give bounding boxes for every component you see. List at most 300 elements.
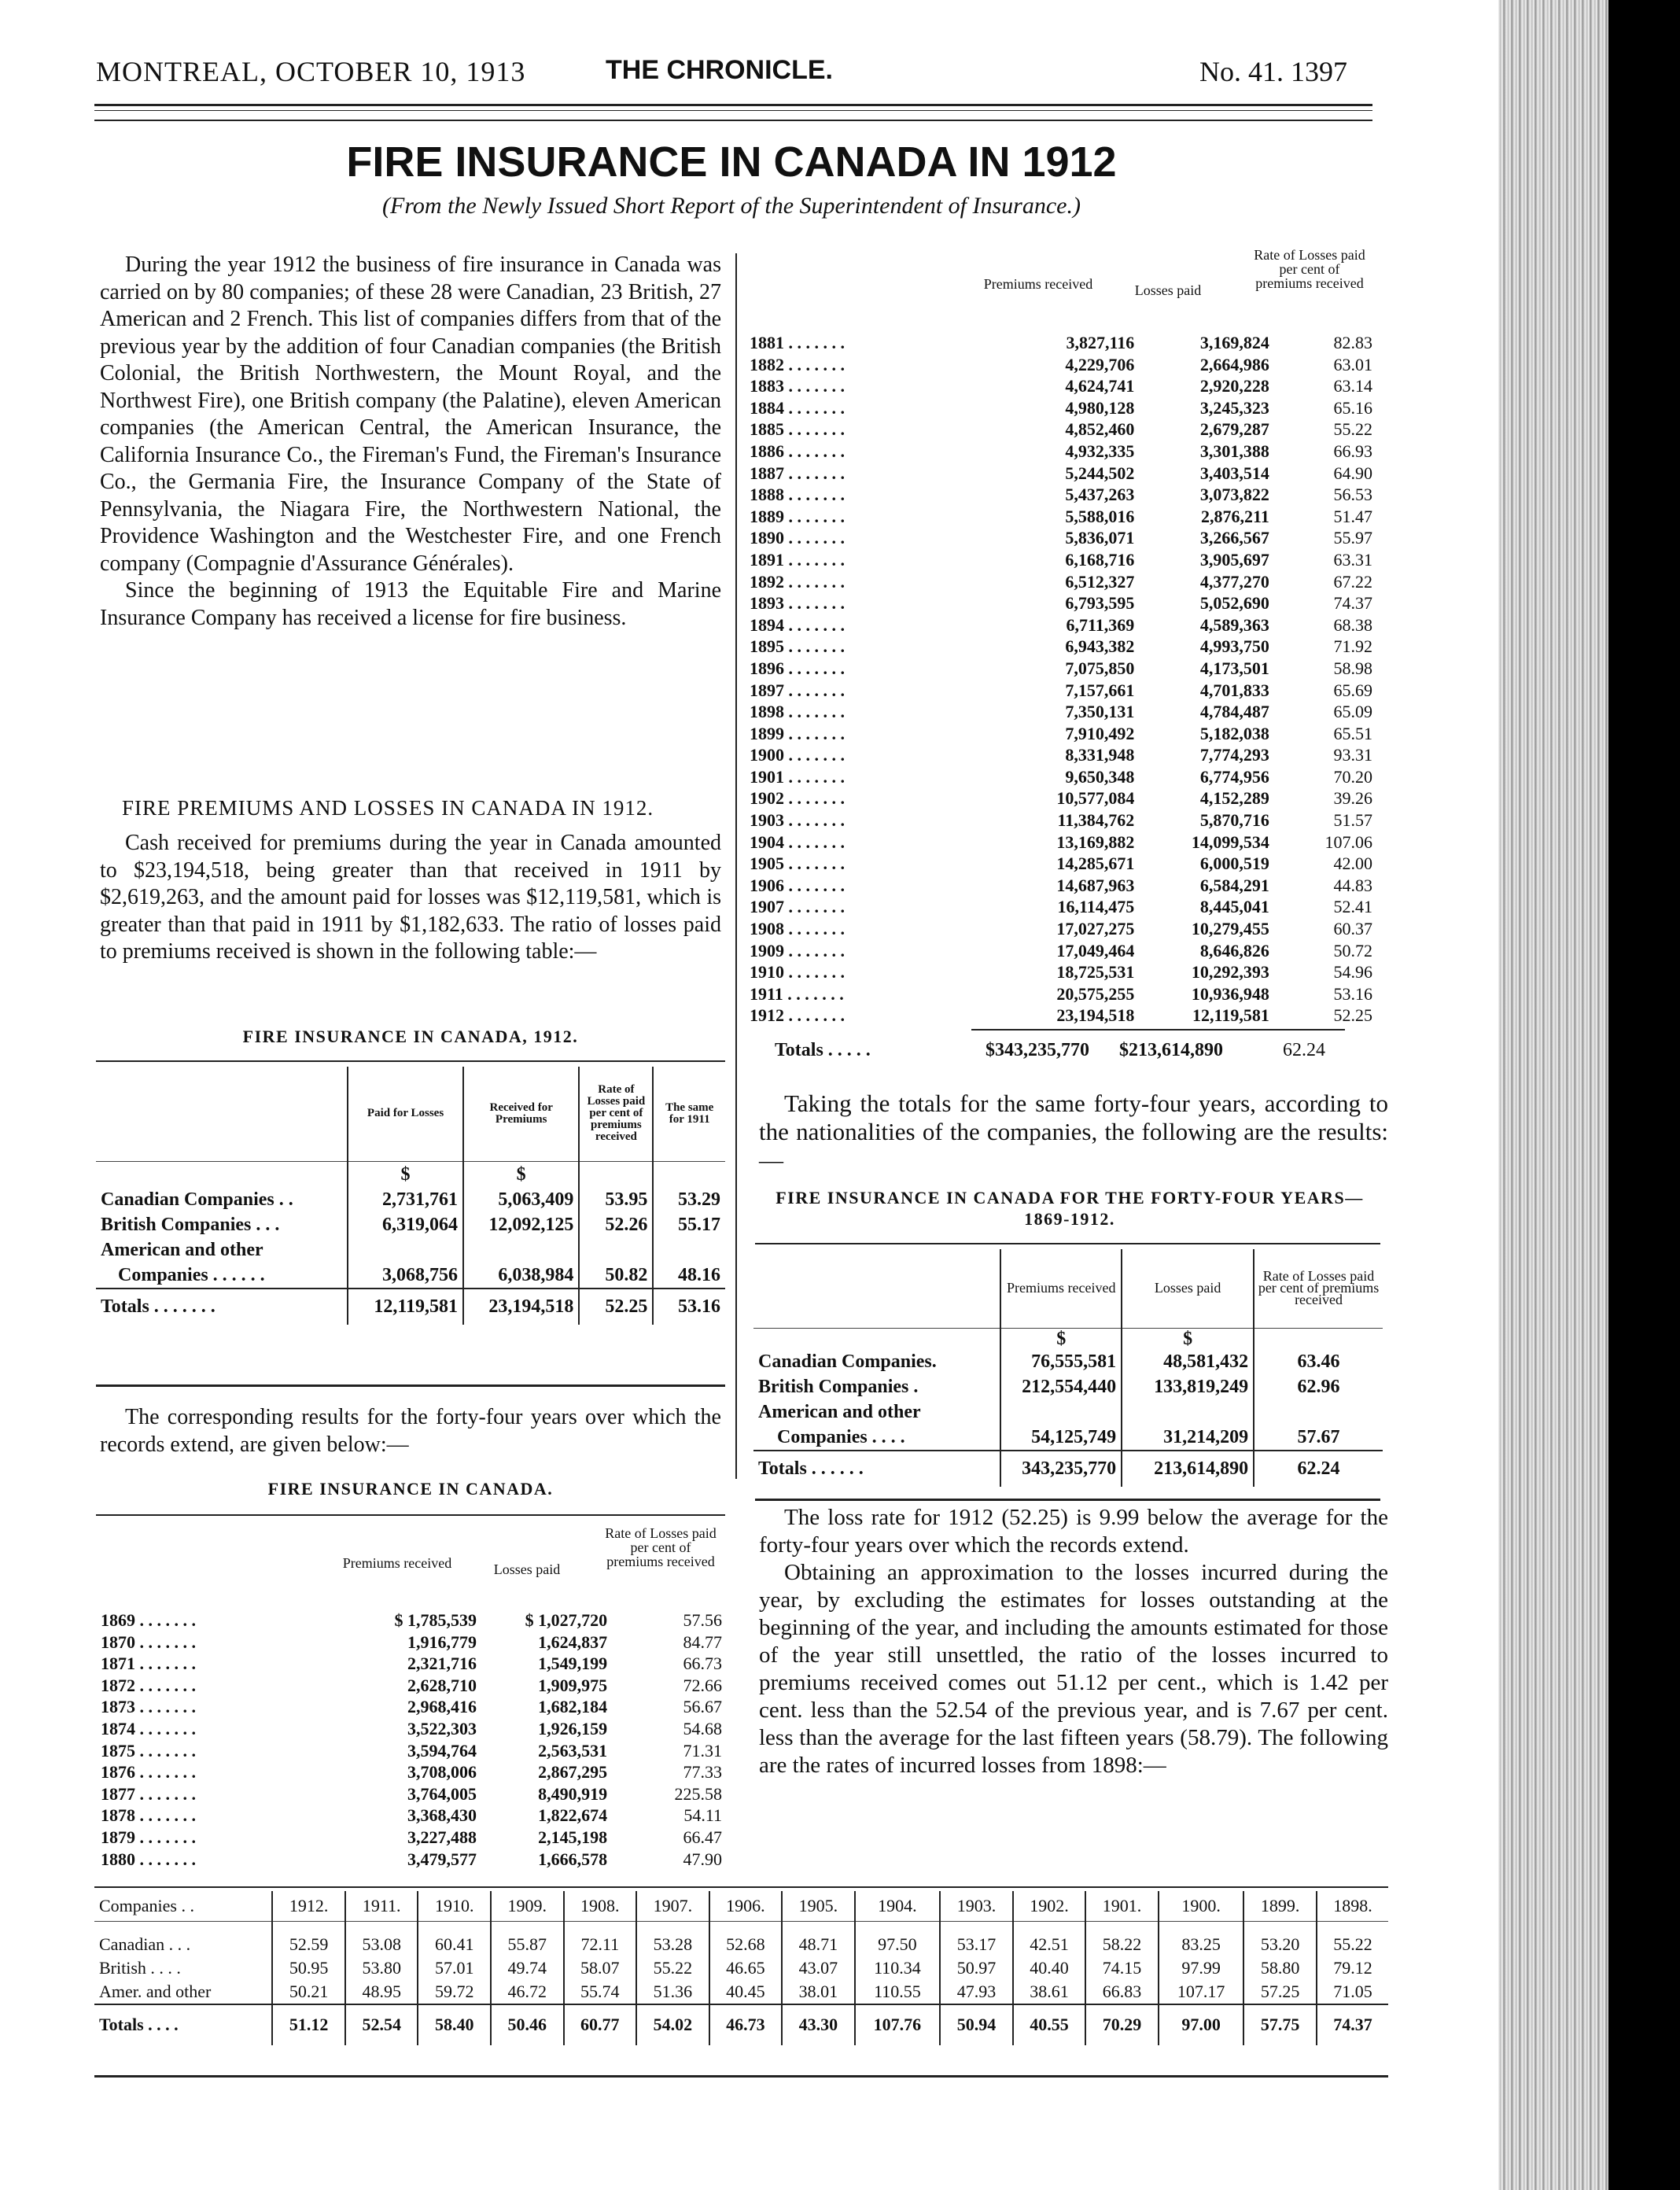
year-cell: 1894 . . . . . . . xyxy=(750,614,845,635)
table-row xyxy=(750,614,1372,636)
losses-cell: 8,490,919 xyxy=(538,1783,608,1804)
t1-cell: 48.16 xyxy=(653,1263,725,1289)
ct-total-cell: 46.73 xyxy=(709,2004,783,2045)
nationalities-paragraph xyxy=(759,1089,1388,1174)
premiums-cell: 3,594,764 xyxy=(407,1740,477,1760)
table-row xyxy=(101,1783,722,1805)
ct-year-header: 1899. xyxy=(1243,1891,1317,1922)
ct-cell: 66.83 xyxy=(1085,1980,1159,2004)
year-cell: 1879 . . . . . . . xyxy=(101,1827,196,1847)
losses-cell: 12,119,581 xyxy=(1192,1005,1269,1026)
ct-cell: 46.72 xyxy=(491,1980,564,2004)
t4-unit: $ xyxy=(1122,1328,1254,1349)
year-cell: 1890 . . . . . . . xyxy=(750,528,845,548)
premiums-cell: 2,628,710 xyxy=(407,1675,477,1695)
year-cell: 1875 . . . . . . . xyxy=(101,1740,196,1760)
table-row xyxy=(753,1399,1383,1425)
t1-row-label: American and other xyxy=(101,1239,263,1260)
premiums-cell: 7,075,850 xyxy=(1065,658,1135,678)
losses-cell: 3,169,824 xyxy=(1199,333,1269,352)
ct-total-cell: 60.77 xyxy=(564,2004,637,2045)
ct-cell: 53.80 xyxy=(345,1956,418,1980)
premiums-cell: 4,624,741 xyxy=(1065,376,1135,396)
premiums-cell: 17,027,275 xyxy=(1056,919,1135,939)
t4-row-label: American and other xyxy=(758,1401,921,1422)
table-row xyxy=(750,787,1372,809)
rate-cell: 77.33 xyxy=(683,1762,722,1783)
ct-total-cell: 51.12 xyxy=(272,2004,345,2045)
losses-cell: 1,682,184 xyxy=(538,1697,608,1717)
rate-cell: 67.22 xyxy=(1333,571,1372,592)
losses-cell: 10,279,455 xyxy=(1191,919,1269,939)
table-row xyxy=(750,940,1372,962)
year-cell: 1880 . . . . . . . xyxy=(101,1849,196,1869)
year-cell: 1883 . . . . . . . xyxy=(750,376,845,396)
year-cell: 1908 . . . . . . . xyxy=(750,919,845,939)
ct-cell: 53.28 xyxy=(636,1933,709,1956)
t4-total-label: Totals . . . . . . xyxy=(758,1458,864,1479)
t4-head-rate: Rate of Losses paid per cent of premiums received xyxy=(1254,1249,1383,1328)
year-cell: 1869 . . . . . . . xyxy=(101,1610,196,1630)
t1-head-1911: The same for 1911 xyxy=(653,1067,725,1161)
losses-cell: 4,784,487 xyxy=(1199,702,1269,722)
ct-cell: 59.72 xyxy=(418,1980,491,2004)
rate-cell: 65.69 xyxy=(1333,680,1372,700)
ct-total-cell: 50.94 xyxy=(940,2004,1013,2045)
table4-rule-bottom xyxy=(755,1499,1380,1501)
losses-cell: 4,173,501 xyxy=(1199,658,1269,678)
losses-cell: 6,584,291 xyxy=(1199,875,1269,895)
losses-cell: 1,666,578 xyxy=(538,1849,608,1869)
t3-total-rate: 62.24 xyxy=(1283,1040,1325,1060)
year-cell: 1910 . . . . . . . xyxy=(750,962,845,983)
table-row xyxy=(101,1696,722,1718)
premiums-cell: 7,350,131 xyxy=(1065,702,1135,722)
table-incurred-losses-1898-1912 xyxy=(94,1891,1388,2045)
rate-cell: 70.20 xyxy=(1333,766,1372,787)
premiums-cell: 5,244,502 xyxy=(1065,463,1135,483)
t4-cell: 133,819,249 xyxy=(1122,1374,1254,1399)
losses-cell: 3,301,388 xyxy=(1199,441,1269,461)
ct-total-cell: 54.02 xyxy=(636,2004,709,2045)
losses-cell: 1,822,674 xyxy=(538,1805,608,1826)
table-row xyxy=(96,1263,725,1289)
premiums-cell: 3,522,303 xyxy=(407,1718,477,1738)
bottom-table-rule-bottom xyxy=(94,2075,1388,2078)
bottom-table-rule-top xyxy=(94,1886,1388,1888)
losses-cell: 6,774,956 xyxy=(1199,766,1269,787)
losses-cell: 14,099,534 xyxy=(1191,831,1269,852)
rate-cell: 52.41 xyxy=(1333,897,1372,917)
year-cell: 1903 . . . . . . . xyxy=(750,810,845,831)
header-left: MONTREAL, OCTOBER 10, 1913 xyxy=(96,56,526,87)
t1-cell: 3,068,756 xyxy=(348,1263,463,1289)
ct-year-header: 1912. xyxy=(272,1891,345,1922)
table-row xyxy=(750,571,1372,593)
rate-cell: 55.22 xyxy=(1333,419,1372,440)
year-cell: 1909 . . . . . . . xyxy=(750,940,845,960)
left-intro xyxy=(100,252,721,632)
t3-head-premiums: Premiums received xyxy=(983,276,1093,292)
year-cell: 1896 . . . . . . . xyxy=(750,658,845,678)
t2-head-losses: Losses paid xyxy=(493,1561,561,1577)
ct-year-header: 1908. xyxy=(564,1891,637,1922)
license-paragraph: Since the beginning of 1913 the Equitable Fire and Marine Insurance Company has received a license for fire business. xyxy=(100,578,721,630)
premiums-cell: 13,169,882 xyxy=(1056,831,1135,852)
table4-caption-2: 1869-1912. xyxy=(1024,1209,1115,1229)
rate-cell: 66.93 xyxy=(1333,441,1372,461)
ct-year-header: 1907. xyxy=(636,1891,709,1922)
ct-cell: 48.95 xyxy=(345,1980,418,2004)
t4-cell: 31,214,209 xyxy=(1122,1425,1254,1451)
premiums-cell: 5,437,263 xyxy=(1065,485,1135,505)
table-row xyxy=(750,375,1372,397)
ct-total-cell: 97.00 xyxy=(1159,2004,1244,2045)
premiums-cell: 3,708,006 xyxy=(407,1762,477,1783)
year-cell: 1907 . . . . . . . xyxy=(750,897,845,917)
table-row xyxy=(750,484,1372,506)
t4-corner xyxy=(753,1249,1000,1328)
incurred-losses-text: Obtaining an approximation to the losses incurred during the year, by excluding the estimates for losses outstanding at the beginning of the year, and including the amounts estimated for those of the year still unsettled, the ratio of the losses incurred to premiums received comes out 51.12 per cent., which is 1.42 per cent. less than the 52.54 of the previous year, and is 7.67 per cent. less than the average for the last fifteen years (58.79). The following are the rates of incurred losses from 1898:— xyxy=(759,1560,1388,1778)
ct-total-label: Totals . . . . xyxy=(99,2015,179,2034)
table-row xyxy=(101,1675,722,1697)
premiums-cell: 2,321,716 xyxy=(407,1654,477,1674)
premiums-cell: 5,588,016 xyxy=(1065,506,1135,526)
t3-head-losses: Losses paid xyxy=(1134,282,1202,298)
losses-cell: 3,245,323 xyxy=(1199,397,1269,418)
table-row xyxy=(101,1827,722,1849)
t1-cell: 55.17 xyxy=(653,1212,725,1237)
header-right: No. 41. 1397 xyxy=(1199,56,1347,87)
premiums-cell: 4,229,706 xyxy=(1065,354,1135,374)
year-cell: 1876 . . . . . . . xyxy=(101,1762,196,1783)
losses-cell: 1,909,975 xyxy=(538,1675,608,1695)
ct-row-label: Canadian . . . xyxy=(99,1934,191,1954)
t1-row-label: Companies . . . . . . xyxy=(118,1264,265,1285)
table-row xyxy=(750,592,1372,614)
rate-cell: 63.14 xyxy=(1333,376,1372,396)
column-divider xyxy=(735,253,737,1479)
table-total-row xyxy=(96,1289,725,1325)
ct-cell: 57.25 xyxy=(1243,1980,1317,2004)
rate-cell: 63.31 xyxy=(1333,549,1372,570)
ct-cell: 79.12 xyxy=(1317,1956,1388,1980)
table1-caption: FIRE INSURANCE IN CANADA, 1912. xyxy=(242,1027,579,1046)
table-row xyxy=(750,658,1372,680)
year-cell: 1900 . . . . . . . xyxy=(750,745,845,765)
premiums-cell: 1,916,779 xyxy=(407,1631,477,1652)
ct-cell: 47.93 xyxy=(940,1980,1013,2004)
ct-total-cell: 107.76 xyxy=(855,2004,941,2045)
premiums-cell: 3,368,430 xyxy=(407,1805,477,1826)
t4-total-cell: 62.24 xyxy=(1254,1451,1383,1487)
ct-year-header: 1909. xyxy=(491,1891,564,1922)
losses-cell: 2,920,228 xyxy=(1199,376,1269,396)
losses-cell: 2,563,531 xyxy=(538,1740,608,1760)
year-cell: 1885 . . . . . . . xyxy=(750,419,845,440)
ct-year-header: 1900. xyxy=(1159,1891,1244,1922)
table-1881-1912 xyxy=(750,332,1372,1027)
rate-cell: 66.73 xyxy=(683,1654,722,1674)
table-1912-by-nationality xyxy=(96,1067,725,1325)
ct-cell: 58.22 xyxy=(1085,1933,1159,1956)
losses-cell: 2,145,198 xyxy=(538,1827,608,1847)
table-row xyxy=(101,1631,722,1654)
losses-cell: 10,936,948 xyxy=(1191,983,1269,1004)
year-cell: 1871 . . . . . . . xyxy=(101,1654,196,1674)
t1-total-label: Totals . . . . . . . xyxy=(101,1296,216,1317)
t4-total-cell: 213,614,890 xyxy=(1122,1451,1254,1487)
losses-cell: 4,701,833 xyxy=(1199,680,1269,700)
ct-cell: 58.07 xyxy=(564,1956,637,1980)
table-row xyxy=(753,1374,1383,1399)
table-row xyxy=(96,1212,725,1237)
table-total-row xyxy=(94,2004,1388,2045)
losses-cell: 4,152,289 xyxy=(1199,788,1269,809)
rate-cell: 65.09 xyxy=(1333,702,1372,722)
rate-cell: 93.31 xyxy=(1333,745,1372,765)
ct-year-header: 1904. xyxy=(855,1891,941,1922)
premiums-cell: 4,852,460 xyxy=(1065,419,1135,440)
losses-cell: 1,926,159 xyxy=(538,1718,608,1738)
losses-cell: 4,589,363 xyxy=(1199,614,1269,635)
t1-corner xyxy=(96,1067,348,1161)
losses-cell: 1,549,199 xyxy=(538,1654,608,1674)
year-cell: 1904 . . . . . . . xyxy=(750,831,845,852)
table-row xyxy=(750,983,1372,1005)
t3-head-rate: Rate of Losses paid per cent of premiums received xyxy=(1254,247,1365,291)
table-row xyxy=(750,766,1372,788)
table-row xyxy=(750,397,1372,419)
ct-cell: 53.20 xyxy=(1243,1933,1317,1956)
table-forty-four-years-by-nationality xyxy=(753,1249,1383,1487)
losses-cell: 6,000,519 xyxy=(1199,854,1269,874)
rate-cell: 60.37 xyxy=(1333,919,1372,939)
table1-rule-bottom xyxy=(96,1384,725,1387)
losses-cell: 2,876,211 xyxy=(1201,506,1269,526)
t1-unit: $ xyxy=(348,1161,463,1187)
year-cell: 1870 . . . . . . . xyxy=(101,1631,196,1652)
ct-cell: 43.07 xyxy=(782,1956,855,1980)
losses-cell: 1,624,837 xyxy=(538,1631,608,1652)
losses-cell: 2,867,295 xyxy=(538,1762,608,1783)
t2-head-premiums: Premiums received xyxy=(342,1555,452,1571)
t1-row-label: Canadian Companies . . xyxy=(101,1189,293,1210)
table-row xyxy=(750,744,1372,766)
t4-cell: 76,555,581 xyxy=(1000,1349,1122,1374)
losses-cell: 5,052,690 xyxy=(1199,593,1269,614)
table1-rule-top xyxy=(96,1060,725,1062)
ct-cell: 71.05 xyxy=(1317,1980,1388,2004)
table-row xyxy=(750,354,1372,376)
year-cell: 1887 . . . . . . . xyxy=(750,463,845,483)
premiums-cell: 9,650,348 xyxy=(1065,766,1135,787)
year-cell: 1902 . . . . . . . xyxy=(750,788,845,809)
rate-cell: 72.66 xyxy=(683,1675,722,1695)
rate-cell: 64.90 xyxy=(1333,463,1372,483)
t4-row-label: Canadian Companies. xyxy=(758,1351,937,1372)
table-row xyxy=(750,723,1372,745)
t1-cell: 5,063,409 xyxy=(463,1187,579,1212)
ct-cell: 83.25 xyxy=(1159,1933,1244,1956)
ct-cell: 97.99 xyxy=(1159,1956,1244,1980)
year-cell: 1893 . . . . . . . xyxy=(750,593,845,614)
table-row xyxy=(750,875,1372,897)
ct-total-cell: 70.29 xyxy=(1085,2004,1159,2045)
ct-cell: 55.87 xyxy=(491,1933,564,1956)
table-row xyxy=(101,1761,722,1783)
table-row xyxy=(753,1425,1383,1451)
premiums-cell: 11,384,762 xyxy=(1057,810,1135,831)
header-rule-thin xyxy=(94,110,1372,111)
t1-head-premiums: Received for Premiums xyxy=(463,1067,579,1161)
rate-cell: 47.90 xyxy=(683,1849,722,1869)
year-cell: 1901 . . . . . . . xyxy=(750,766,845,787)
ct-year-header: 1901. xyxy=(1085,1891,1159,1922)
year-cell: 1911 . . . . . . . xyxy=(750,983,844,1004)
ct-cell: 60.41 xyxy=(418,1933,491,1956)
table-row xyxy=(94,1980,1388,2004)
losses-cell: 10,292,393 xyxy=(1191,962,1269,983)
premiums-cell: 6,711,369 xyxy=(1066,614,1135,635)
ct-cell: 40.40 xyxy=(1013,1956,1086,1980)
table-row xyxy=(750,831,1372,854)
book-page-edge xyxy=(1498,0,1608,2190)
ct-cell: 40.45 xyxy=(709,1980,783,2004)
ct-year-header: 1906. xyxy=(709,1891,783,1922)
year-cell: 1874 . . . . . . . xyxy=(101,1718,196,1738)
year-cell: 1895 . . . . . . . xyxy=(750,636,845,657)
year-cell: 1882 . . . . . . . xyxy=(750,354,845,374)
ct-total-cell: 40.55 xyxy=(1013,2004,1086,2045)
year-cell: 1891 . . . . . . . xyxy=(750,549,845,570)
table-row xyxy=(750,418,1372,441)
ct-year-header: 1898. xyxy=(1317,1891,1388,1922)
premiums-cell: 3,764,005 xyxy=(407,1783,477,1804)
table-1869-1880 xyxy=(101,1609,722,1870)
t1-unit: $ xyxy=(463,1161,579,1187)
table-row xyxy=(94,1956,1388,1980)
table-row xyxy=(750,527,1372,549)
table-row xyxy=(750,1005,1372,1027)
year-cell: 1889 . . . . . . . xyxy=(750,506,845,526)
table-row xyxy=(101,1718,722,1740)
table4-rule-top xyxy=(755,1243,1380,1244)
rate-cell: 82.83 xyxy=(1333,333,1372,352)
premiums-cell: 8,331,948 xyxy=(1065,745,1135,765)
table-row xyxy=(750,853,1372,875)
premiums-cell: 20,575,255 xyxy=(1056,983,1135,1004)
premiums-cell: 10,577,084 xyxy=(1056,788,1135,809)
rate-cell: 39.26 xyxy=(1333,788,1372,809)
table-row xyxy=(750,918,1372,940)
losses-cell: 3,073,822 xyxy=(1199,485,1269,505)
table-row xyxy=(94,1933,1388,1956)
losses-cell: 5,182,038 xyxy=(1199,723,1269,743)
ct-cell: 38.61 xyxy=(1013,1980,1086,2004)
rate-cell: 71.92 xyxy=(1333,636,1372,657)
t1-head-losses: Paid for Losses xyxy=(348,1067,463,1161)
ct-cell: 50.95 xyxy=(272,1956,345,1980)
table-1881-1912-total xyxy=(775,1040,1325,1062)
table-row xyxy=(96,1187,725,1212)
t4-row-label: British Companies . xyxy=(758,1376,919,1397)
table-row xyxy=(750,549,1372,571)
year-cell: 1897 . . . . . . . xyxy=(750,680,845,700)
premiums-cell: 6,943,382 xyxy=(1065,636,1135,657)
ct-cell: 72.11 xyxy=(564,1933,637,1956)
rate-cell: 68.38 xyxy=(1333,614,1372,635)
rate-cell: 54.11 xyxy=(683,1805,722,1826)
rate-cell: 54.68 xyxy=(683,1718,722,1738)
t1-cell: 6,038,984 xyxy=(463,1263,579,1289)
ct-cell: 50.97 xyxy=(940,1956,1013,1980)
ct-year-header: 1903. xyxy=(940,1891,1013,1922)
ct-cell: 53.08 xyxy=(345,1933,418,1956)
ct-total-cell: 50.46 xyxy=(491,2004,564,2045)
year-cell: 1905 . . . . . . . xyxy=(750,854,845,874)
year-cell: 1881 . . . . . . . xyxy=(750,333,845,352)
table-row xyxy=(101,1805,722,1827)
section-head: FIRE PREMIUMS AND LOSSES IN CANADA IN 1912. xyxy=(122,796,654,820)
ct-cell: 53.17 xyxy=(940,1933,1013,1956)
t1-cell: 50.82 xyxy=(579,1263,653,1289)
premiums-cell: 17,049,464 xyxy=(1056,940,1135,960)
table-row xyxy=(753,1349,1383,1374)
losses-cell: $ 1,027,720 xyxy=(525,1610,608,1630)
year-cell: 1912 . . . . . . . xyxy=(750,1005,845,1026)
losses-cell: 2,679,287 xyxy=(1199,419,1269,440)
t3-total-losses: $213,614,890 xyxy=(1119,1040,1223,1060)
t4-head-losses: Losses paid xyxy=(1122,1249,1254,1328)
premiums-paragraph xyxy=(100,830,721,966)
ct-row-label: British . . . . xyxy=(99,1957,181,1978)
table2-caption: FIRE INSURANCE IN CANADA. xyxy=(267,1479,554,1499)
rate-cell: 54.96 xyxy=(1333,962,1372,983)
t4-head-premiums: Premiums received xyxy=(1000,1249,1122,1328)
rate-cell: 55.97 xyxy=(1333,528,1372,548)
rate-cell: 58.98 xyxy=(1333,658,1372,678)
table4-caption-1: FIRE INSURANCE IN CANADA FOR THE FORTY-FOUR YEARS— xyxy=(776,1188,1364,1207)
rate-cell: 65.16 xyxy=(1333,397,1372,418)
rate-cell: 63.01 xyxy=(1333,354,1372,374)
rate-cell: 56.53 xyxy=(1333,485,1372,505)
premiums-cell: 6,512,327 xyxy=(1065,571,1135,592)
premiums-cell: 3,827,116 xyxy=(1066,333,1135,352)
rate-cell: 107.06 xyxy=(1324,831,1372,852)
t1-row-label: British Companies . . . xyxy=(101,1214,280,1235)
t4-cell: 54,125,749 xyxy=(1000,1425,1122,1451)
t1-total-cell: 52.25 xyxy=(579,1289,653,1325)
rate-cell: 74.37 xyxy=(1333,593,1372,614)
losses-cell: 4,993,750 xyxy=(1199,636,1269,657)
t4-cell: 63.46 xyxy=(1254,1349,1383,1374)
losses-cell: 8,445,041 xyxy=(1199,897,1269,917)
ct-cell: 110.55 xyxy=(855,1980,941,2004)
losses-cell: 3,403,514 xyxy=(1199,463,1269,483)
premiums-cell: 23,194,518 xyxy=(1056,1005,1135,1026)
table-row xyxy=(101,1740,722,1762)
rate-cell: 225.58 xyxy=(674,1783,722,1804)
table-row xyxy=(750,441,1372,463)
premiums-cell: 4,980,128 xyxy=(1065,397,1135,418)
ct-row-label: Amer. and other xyxy=(99,1981,212,2001)
year-cell: 1906 . . . . . . . xyxy=(750,875,845,895)
ct-cell: 48.71 xyxy=(782,1933,855,1956)
article-subtitle: (From the Newly Issued Short Report of the Superintendent of Insurance.) xyxy=(382,193,1081,219)
intro-paragraph: During the year 1912 the business of fire insurance in Canada was carried on by 80 companies; of these 28 were Canadian, 23 British, 27 American and 2 French. This list of companies differs from that of the previous year by the addition of four Canadian companies (the British Colonial, the British Northwestern, the Mount Royal, and the Northwest Fire), one British company (the Palatine), eleven American companies (the American Central, the American Insurance, the California Insurance Co., the Fireman's Fund, the Fireman's Insurance Co., the Germania Fire, the Insurance Company of the State of Pennsylvania, the Niagara Fire, the Northwestern National, the Providence Washington and the Westchester Fire, and one French company (Compagnie d'Assurance Générales). xyxy=(100,253,721,576)
ct-year-header: 1911. xyxy=(345,1891,418,1922)
